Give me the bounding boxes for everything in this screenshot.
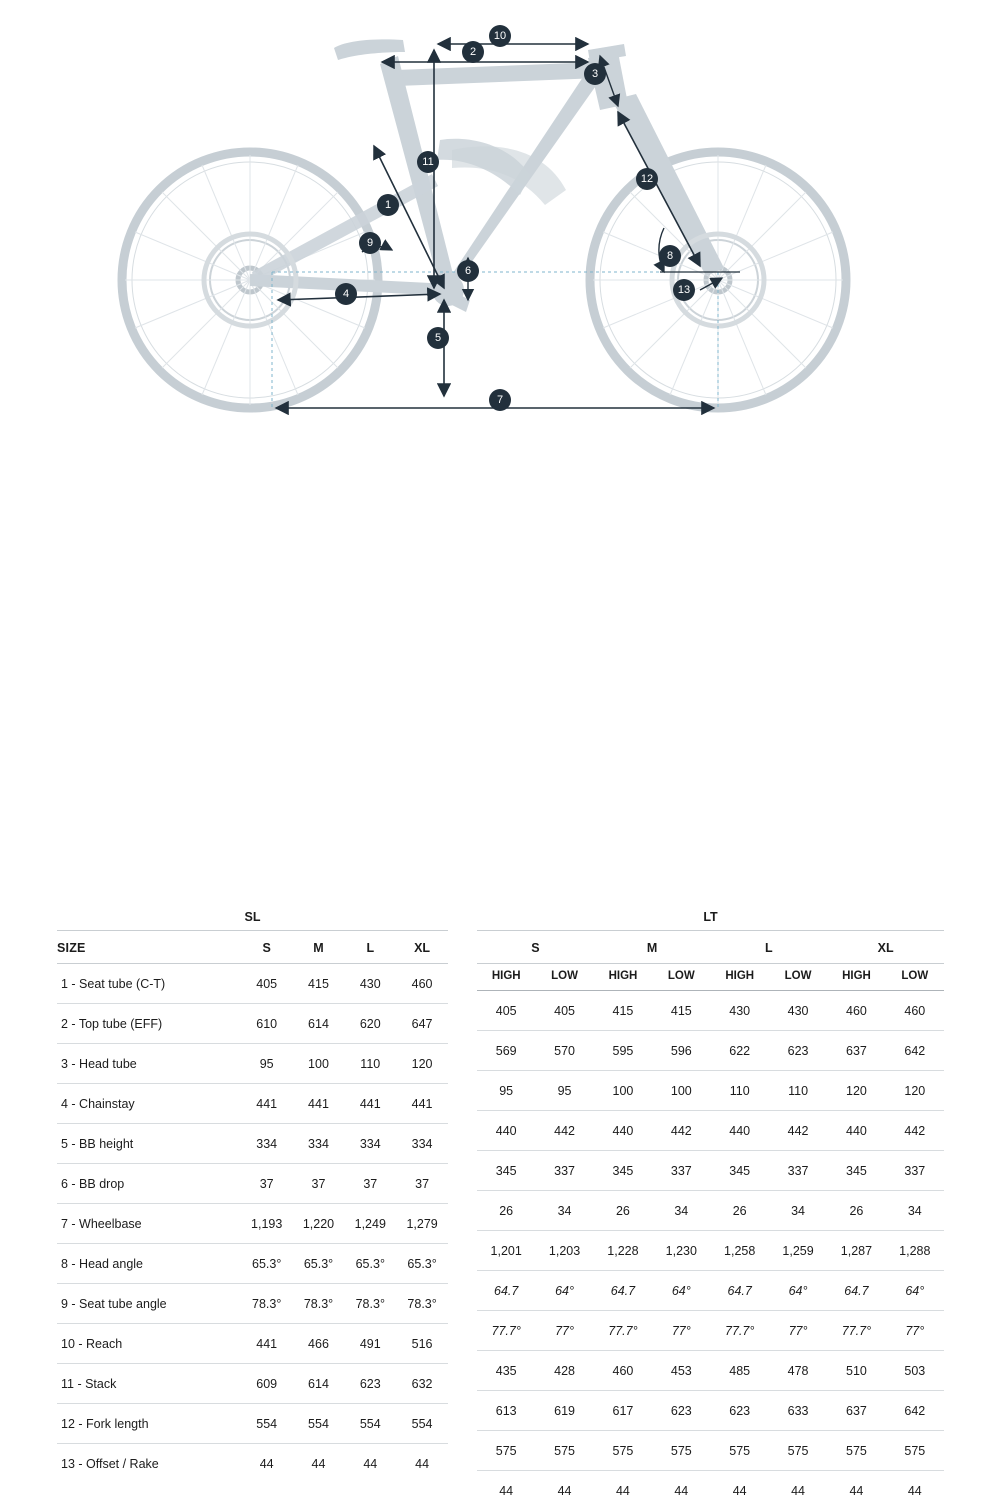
cell-value: 95: [535, 1071, 593, 1111]
table-row: [477, 1191, 944, 1231]
cell-value: 26: [477, 1191, 535, 1231]
callout-13: 13: [673, 279, 695, 301]
row-label: 10 - Reach: [57, 1324, 241, 1364]
cell-value: 100: [293, 1044, 345, 1084]
callout-6: 6: [457, 260, 479, 282]
cell-value: 554: [396, 1404, 448, 1444]
cell-value: 609: [241, 1364, 293, 1404]
cell-value: 453: [652, 1351, 710, 1391]
row-label: 11 - Stack: [57, 1364, 241, 1404]
cell-value: 415: [652, 991, 710, 1031]
cell-value: 575: [535, 1431, 593, 1471]
cell-value: 510: [827, 1351, 885, 1391]
cell-value: 637: [827, 1391, 885, 1431]
cell-value: 632: [396, 1364, 448, 1404]
cell-value: 441: [396, 1084, 448, 1124]
cell-value: 1,203: [535, 1231, 593, 1271]
table-row: [57, 1404, 448, 1444]
sl-table-wrapper: [57, 910, 448, 1483]
cell-value: 77°: [886, 1311, 944, 1351]
cell-value: 642: [886, 1031, 944, 1071]
cell-value: 100: [594, 1071, 652, 1111]
cell-value: 554: [344, 1404, 396, 1444]
cell-value: 1,279: [396, 1204, 448, 1244]
cell-value: 77°: [652, 1311, 710, 1351]
cell-value: 44: [769, 1471, 827, 1510]
cell-value: 337: [769, 1151, 827, 1191]
table-row: [57, 1444, 448, 1484]
cell-value: 64°: [769, 1271, 827, 1311]
cell-value: 623: [711, 1391, 769, 1431]
cell-value: 428: [535, 1351, 593, 1391]
cell-value: 44: [711, 1471, 769, 1510]
sl-size-label: SIZE: [57, 931, 241, 964]
callout-11: 11: [417, 151, 439, 173]
cell-value: 64.7: [711, 1271, 769, 1311]
cell-value: 441: [241, 1084, 293, 1124]
cell-value: 569: [477, 1031, 535, 1071]
row-label: 7 - Wheelbase: [57, 1204, 241, 1244]
cell-value: 26: [827, 1191, 885, 1231]
table-row: [477, 1471, 944, 1510]
lt-sub-0: HIGH: [477, 964, 535, 991]
sl-col-l: L: [344, 931, 396, 964]
row-label: 1 - Seat tube (C-T): [57, 964, 241, 1004]
cell-value: 34: [652, 1191, 710, 1231]
cell-value: 44: [293, 1444, 345, 1484]
sl-geometry-table: [57, 931, 448, 1483]
cell-value: 614: [293, 1364, 345, 1404]
cell-value: 554: [293, 1404, 345, 1444]
table-row: [57, 964, 448, 1004]
row-label: 2 - Top tube (EFF): [57, 1004, 241, 1044]
cell-value: 405: [241, 964, 293, 1004]
cell-value: 637: [827, 1031, 885, 1071]
cell-value: 491: [344, 1324, 396, 1364]
table-row: [477, 1391, 944, 1431]
cell-value: 345: [827, 1151, 885, 1191]
table-row: [477, 1311, 944, 1351]
row-label: 3 - Head tube: [57, 1044, 241, 1084]
row-label: 5 - BB height: [57, 1124, 241, 1164]
cell-value: 44: [241, 1444, 293, 1484]
cell-value: 1,287: [827, 1231, 885, 1271]
spokes: [125, 155, 843, 405]
cell-value: 622: [711, 1031, 769, 1071]
cell-value: 442: [769, 1111, 827, 1151]
cell-value: 460: [594, 1351, 652, 1391]
cell-value: 334: [241, 1124, 293, 1164]
cell-value: 44: [535, 1471, 593, 1510]
cell-value: 613: [477, 1391, 535, 1431]
cell-value: 430: [711, 991, 769, 1031]
cell-value: 1,288: [886, 1231, 944, 1271]
cell-value: 77.7°: [594, 1311, 652, 1351]
sl-group-header: SL: [57, 910, 448, 931]
cell-value: 575: [652, 1431, 710, 1471]
cell-value: 44: [652, 1471, 710, 1510]
cell-value: 642: [886, 1391, 944, 1431]
table-row: [477, 991, 944, 1031]
cell-value: 440: [711, 1111, 769, 1151]
table-row: [57, 1084, 448, 1124]
cell-value: 65.3°: [344, 1244, 396, 1284]
cell-value: 647: [396, 1004, 448, 1044]
cell-value: 337: [652, 1151, 710, 1191]
table-row: [57, 1244, 448, 1284]
cell-value: 442: [535, 1111, 593, 1151]
table-row: [477, 1031, 944, 1071]
cell-value: 44: [344, 1444, 396, 1484]
bike-illustration: [0, 0, 1000, 455]
cell-value: 110: [344, 1044, 396, 1084]
cell-value: 78.3°: [241, 1284, 293, 1324]
callout-7: 7: [489, 389, 511, 411]
cell-value: 442: [886, 1111, 944, 1151]
table-row: [57, 1164, 448, 1204]
cell-value: 64.7: [477, 1271, 535, 1311]
table-row: [57, 1004, 448, 1044]
bike-geometry-diagram: [0, 0, 1000, 455]
cell-value: 37: [241, 1164, 293, 1204]
cell-value: 77.7°: [477, 1311, 535, 1351]
table-row: [57, 1204, 448, 1244]
lt-col-xl: XL: [827, 931, 944, 964]
cell-value: 440: [827, 1111, 885, 1151]
cell-value: 37: [344, 1164, 396, 1204]
callout-4: 4: [335, 283, 357, 305]
lt-col-s: S: [477, 931, 594, 964]
cell-value: 337: [535, 1151, 593, 1191]
cell-value: 65.3°: [241, 1244, 293, 1284]
cell-value: 405: [535, 991, 593, 1031]
cell-value: 466: [293, 1324, 345, 1364]
cell-value: 1,228: [594, 1231, 652, 1271]
cell-value: 77°: [769, 1311, 827, 1351]
cell-value: 415: [594, 991, 652, 1031]
cell-value: 1,259: [769, 1231, 827, 1271]
cell-value: 1,230: [652, 1231, 710, 1271]
callout-8: 8: [659, 245, 681, 267]
cell-value: 26: [711, 1191, 769, 1231]
lt-sub-5: LOW: [769, 964, 827, 991]
cell-value: 100: [652, 1071, 710, 1111]
cell-value: 77.7°: [711, 1311, 769, 1351]
sl-col-xl: XL: [396, 931, 448, 964]
cell-value: 65.3°: [293, 1244, 345, 1284]
cell-value: 64°: [886, 1271, 944, 1311]
cell-value: 64°: [652, 1271, 710, 1311]
cell-value: 34: [886, 1191, 944, 1231]
cell-value: 460: [827, 991, 885, 1031]
cell-value: 77.7°: [827, 1311, 885, 1351]
lt-sub-7: LOW: [886, 964, 944, 991]
cell-value: 44: [477, 1471, 535, 1510]
sl-col-s: S: [241, 931, 293, 964]
cell-value: 575: [711, 1431, 769, 1471]
lt-geometry-table: [477, 931, 944, 1510]
cell-value: 430: [769, 991, 827, 1031]
lt-sub-1: LOW: [535, 964, 593, 991]
callout-3: 3: [584, 63, 606, 85]
cell-value: 337: [886, 1151, 944, 1191]
cell-value: 345: [711, 1151, 769, 1191]
cell-value: 44: [594, 1471, 652, 1510]
table-row: [477, 1271, 944, 1311]
cell-value: 575: [769, 1431, 827, 1471]
cell-value: 405: [477, 991, 535, 1031]
callout-9: 9: [359, 232, 381, 254]
cell-value: 26: [594, 1191, 652, 1231]
cell-value: 614: [293, 1004, 345, 1044]
lt-group-header: LT: [477, 910, 944, 931]
row-label: 13 - Offset / Rake: [57, 1444, 241, 1484]
callout-2: 2: [462, 41, 484, 63]
cell-value: 120: [886, 1071, 944, 1111]
cell-value: 345: [594, 1151, 652, 1191]
table-row: [57, 1044, 448, 1084]
cell-value: 595: [594, 1031, 652, 1071]
cell-value: 623: [344, 1364, 396, 1404]
cell-value: 435: [477, 1351, 535, 1391]
cell-value: 441: [241, 1324, 293, 1364]
lt-col-l: L: [711, 931, 828, 964]
lt-sub-4: HIGH: [711, 964, 769, 991]
cell-value: 623: [769, 1031, 827, 1071]
cell-value: 110: [769, 1071, 827, 1111]
cell-value: 334: [293, 1124, 345, 1164]
cell-value: 334: [396, 1124, 448, 1164]
cell-value: 415: [293, 964, 345, 1004]
cell-value: 575: [594, 1431, 652, 1471]
table-row: [477, 1151, 944, 1191]
cell-value: 596: [652, 1031, 710, 1071]
cell-value: 442: [652, 1111, 710, 1151]
cell-value: 430: [344, 964, 396, 1004]
cell-value: 77°: [535, 1311, 593, 1351]
callout-12: 12: [636, 168, 658, 190]
sl-col-m: M: [293, 931, 345, 964]
cell-value: 554: [241, 1404, 293, 1444]
cell-value: 345: [477, 1151, 535, 1191]
cell-value: 37: [293, 1164, 345, 1204]
cell-value: 37: [396, 1164, 448, 1204]
cell-value: 1,249: [344, 1204, 396, 1244]
cell-value: 617: [594, 1391, 652, 1431]
cell-value: 64.7: [827, 1271, 885, 1311]
cell-value: 460: [886, 991, 944, 1031]
row-label: 6 - BB drop: [57, 1164, 241, 1204]
lt-table-wrapper: [477, 910, 944, 1510]
callout-10: 10: [489, 25, 511, 47]
cell-value: 440: [594, 1111, 652, 1151]
table-row: [57, 1284, 448, 1324]
cell-value: 619: [535, 1391, 593, 1431]
cell-value: 78.3°: [293, 1284, 345, 1324]
cell-value: 44: [827, 1471, 885, 1510]
cell-value: 441: [293, 1084, 345, 1124]
cell-value: 478: [769, 1351, 827, 1391]
lt-col-m: M: [594, 931, 711, 964]
cell-value: 44: [886, 1471, 944, 1510]
cell-value: 120: [827, 1071, 885, 1111]
cell-value: 78.3°: [344, 1284, 396, 1324]
row-label: 4 - Chainstay: [57, 1084, 241, 1124]
cell-value: 1,193: [241, 1204, 293, 1244]
cell-value: 575: [477, 1431, 535, 1471]
cell-value: 460: [396, 964, 448, 1004]
cell-value: 503: [886, 1351, 944, 1391]
cell-value: 575: [827, 1431, 885, 1471]
cell-value: 1,258: [711, 1231, 769, 1271]
cell-value: 633: [769, 1391, 827, 1431]
cell-value: 620: [344, 1004, 396, 1044]
cell-value: 65.3°: [396, 1244, 448, 1284]
cell-value: 440: [477, 1111, 535, 1151]
cell-value: 44: [396, 1444, 448, 1484]
cell-value: 95: [477, 1071, 535, 1111]
lt-sub-6: HIGH: [827, 964, 885, 991]
cell-value: 120: [396, 1044, 448, 1084]
table-row: [57, 1324, 448, 1364]
cell-value: 516: [396, 1324, 448, 1364]
cell-value: 64°: [535, 1271, 593, 1311]
table-row: [477, 1111, 944, 1151]
lt-sub-3: LOW: [652, 964, 710, 991]
callout-5: 5: [427, 327, 449, 349]
cell-value: 485: [711, 1351, 769, 1391]
row-label: 8 - Head angle: [57, 1244, 241, 1284]
table-row: [57, 1124, 448, 1164]
cell-value: 78.3°: [396, 1284, 448, 1324]
cell-value: 34: [535, 1191, 593, 1231]
table-row: [477, 1431, 944, 1471]
row-label: 9 - Seat tube angle: [57, 1284, 241, 1324]
cell-value: 95: [241, 1044, 293, 1084]
cell-value: 441: [344, 1084, 396, 1124]
cell-value: 575: [886, 1431, 944, 1471]
cell-value: 623: [652, 1391, 710, 1431]
cell-value: 1,201: [477, 1231, 535, 1271]
cell-value: 570: [535, 1031, 593, 1071]
cell-value: 610: [241, 1004, 293, 1044]
table-row: [477, 1351, 944, 1391]
table-row: [477, 1071, 944, 1111]
table-row: [57, 1364, 448, 1404]
cell-value: 1,220: [293, 1204, 345, 1244]
row-label: 12 - Fork length: [57, 1404, 241, 1444]
callout-1: 1: [377, 194, 399, 216]
cell-value: 64.7: [594, 1271, 652, 1311]
cell-value: 110: [711, 1071, 769, 1111]
cell-value: 334: [344, 1124, 396, 1164]
lt-sub-2: HIGH: [594, 964, 652, 991]
table-row: [477, 1231, 944, 1271]
cell-value: 34: [769, 1191, 827, 1231]
